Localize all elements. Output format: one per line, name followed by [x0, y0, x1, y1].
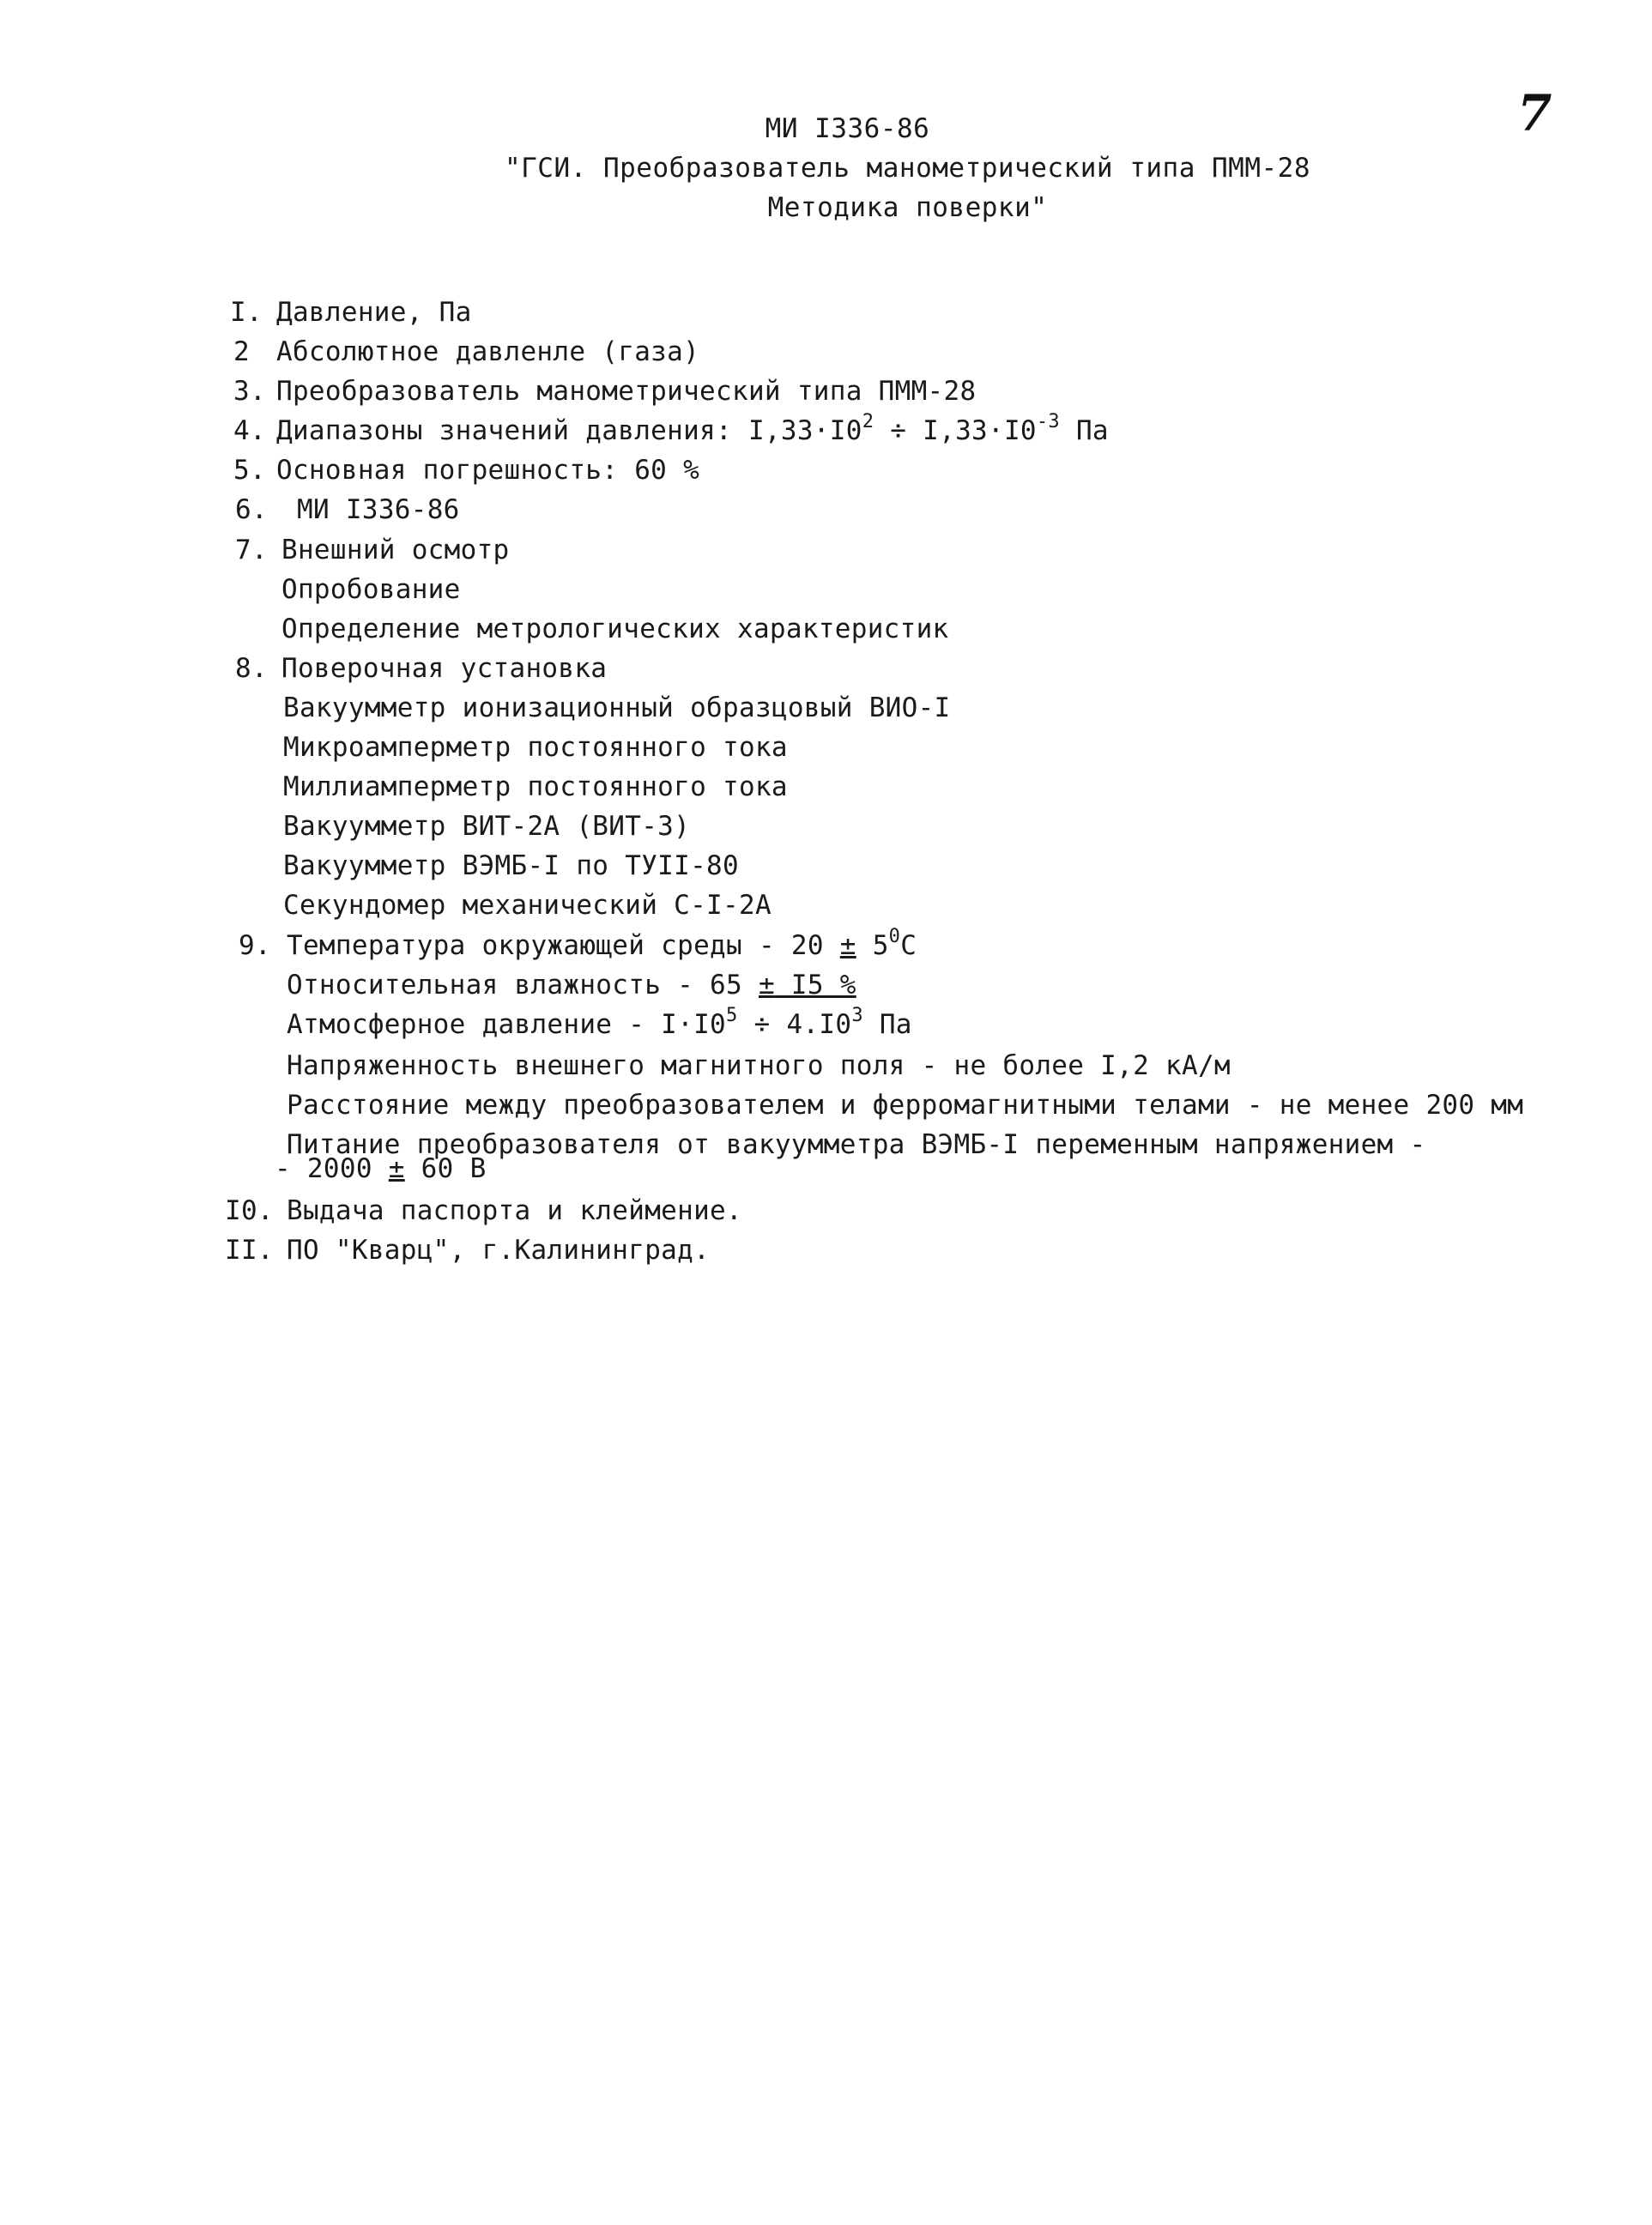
item-4-text: Диапазоны значений давления: $I,33\cdot I0^2 \div I,33\cdot I0^{-3}$ Па: [276, 411, 1109, 446]
document-code: МИ I336-86: [765, 113, 930, 144]
item-7-line-3: Определение метрологических характеристик: [281, 614, 949, 644]
item-10-text: Выдача паспорта и клеймение.: [287, 1195, 742, 1226]
item-1-text: Давление, Па: [276, 297, 472, 328]
item-9-number: 9.: [239, 930, 271, 961]
item-9-temperature: Температура окружающей среды - $20 \pm 5^0С$: [287, 926, 917, 961]
item-8-line-3: Микроамперметр постоянного тока: [283, 732, 788, 763]
item-3-number: 3.: [233, 376, 266, 407]
item-9-atmospheric-pressure: Атмосферное давление - $I\cdot I0^5 \div 4.I0^3$ Па: [287, 1005, 912, 1040]
item-9-magnetic-field: Напряженность внешнего магнитного поля - не более I,2 кА/м: [287, 1050, 1231, 1081]
item-1-number: I.: [230, 297, 263, 328]
item-2-number: 2: [233, 336, 250, 367]
item-8-line-4: Миллиамперметр постоянного тока: [283, 771, 788, 802]
item-7-line-1: Внешний осмотр: [281, 535, 510, 565]
item-8-number: 8.: [235, 653, 268, 684]
item-11-text: ПО "Кварц", г.Калининград.: [287, 1235, 711, 1266]
page-number-mark: 7: [1517, 84, 1552, 142]
item-9-power-line-2: - 2000 ± 60 В: [275, 1153, 487, 1184]
item-8-line-5: Вакуумметр ВИТ-2А (ВИТ-3): [283, 811, 691, 842]
item-8-line-2: Вакуумметр ионизационный образцовый ВИО-I: [283, 692, 951, 723]
item-7-number: 7.: [235, 535, 268, 565]
item-8-line-1: Поверочная установка: [281, 653, 608, 684]
item-5-number: 5.: [233, 455, 266, 486]
item-6-text: МИ I336-86: [297, 494, 460, 525]
item-8-line-6: Вакуумметр ВЭМБ-I по ТУII-80: [283, 850, 739, 881]
document-title: "ГСИ. Преобразователь манометрический типа ПММ-28: [504, 153, 1310, 184]
item-3-text: Преобразователь манометрический типа ПММ-28: [276, 376, 977, 407]
item-5-text: Основная погрешность: 60 %: [276, 455, 700, 486]
item-7-line-2: Опробование: [281, 574, 461, 605]
item-8-line-7: Секундомер механический С-I-2А: [283, 890, 772, 921]
item-9-distance: Расстояние между преобразователем и ферромагнитными телами - не менее 200 мм: [287, 1090, 1524, 1121]
item-11-number: II.: [225, 1235, 274, 1266]
item-2-text: Абсолютное давленле (газа): [276, 336, 700, 367]
document-subtitle: Методика поверки": [767, 192, 1048, 223]
item-9-humidity: Относительная влажность - 65 ± I5 %: [287, 970, 856, 1001]
item-10-number: I0.: [225, 1195, 274, 1226]
item-9-power-line-1: Питание преобразователя от вакуумметра ВЭМБ-I переменным напряжением -: [287, 1129, 1426, 1160]
item-4-number: 4.: [233, 415, 266, 446]
item-6-number: 6.: [235, 494, 268, 525]
